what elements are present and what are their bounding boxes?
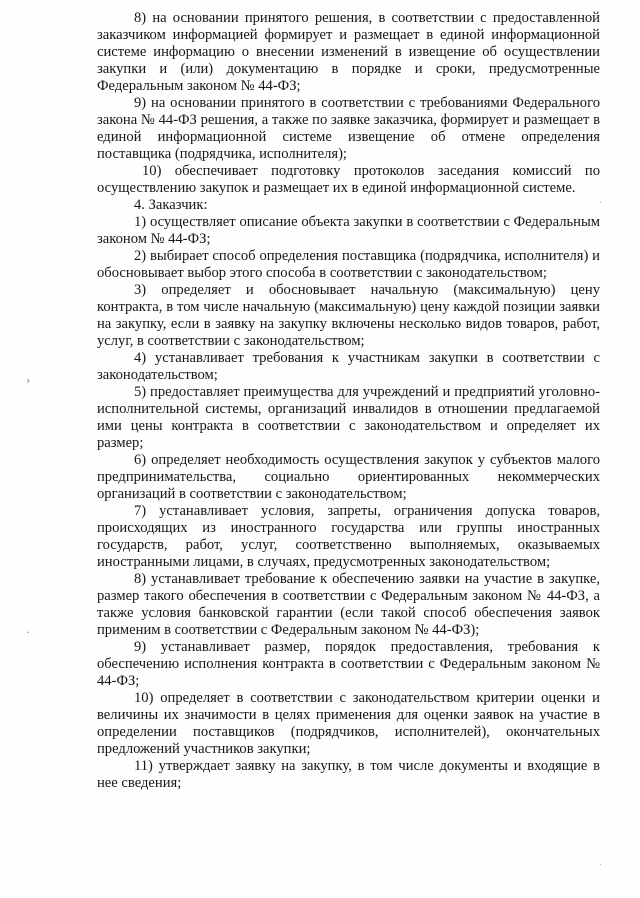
paragraph-item-9-cancel-notice: 9) на основании принятого в соответствии с требованиями Федерального закона № 44-ФЗ решения, а также по заявке заказчика, формирует и размещает в единой информационной системе извещение об отмене определения поставщика (подрядчика, исполнителя); [97, 95, 600, 162]
paragraph-customer-item-1: 1) осуществляет описание объекта закупки в соответствии с Федеральным законом № 44-ФЗ; [97, 214, 600, 247]
paragraph-customer-item-4: 4) устанавливает требования к участникам закупки в соответствии с законодательством; [97, 350, 600, 383]
paragraph-customer-item-3: 3) определяет и обосновывает начальную (максимальную) цену контракта, в том числе начальную (максимальную) цену каждой позиции заявки на закупку, если в заявку на закупку включены несколько видов товаров, работ, услуг, в соответствии с законодательством; [97, 282, 600, 349]
paragraph-customer-item-9: 9) устанавливает размер, порядок предоставления, требования к обеспечению исполнения контракта в соответствии с Федеральным законом № 44-ФЗ; [97, 639, 600, 689]
paragraph-customer-item-6: 6) определяет необходимость осуществления закупок у субъектов малого предпринимательства, социально ориентированных некоммерческих организаций в соответствии с законодательством; [97, 452, 600, 502]
margin-scan-mark: › [26, 374, 31, 387]
paragraph-customer-item-5: 5) предоставляет преимущества для учреждений и предприятий уголовно-исполнительной системы, организаций инвалидов в отношении предлагаемой ими цены контракта в соответствии с законодательством и определяет их размер; [97, 384, 600, 451]
paragraph-customer-item-8: 8) устанавливает требование к обеспечению заявки на участие в закупке, размер такого обеспечения в соответствии с Федеральным законом № 44-ФЗ, а также условия банковской гарантии (если такой способ обеспечения заявок применим в соответствии с Федеральным законом № 44-ФЗ); [97, 571, 600, 638]
margin-scan-mark: · [26, 626, 30, 639]
edge-scan-mark: · [598, 860, 602, 871]
paragraph-customer-item-7: 7) устанавливает условия, запреты, ограничения допуска товаров, происходящих из иностранного государства или группы иностранных государств, работ, услуг, соответственно выполняемых, оказываемых иностранными лицами, в случаях, предусмотренных законодательством; [97, 503, 600, 570]
paragraph-customer-item-2: 2) выбирает способ определения поставщика (подрядчика, исполнителя) и обосновывает выбор этого способа в соответствии с законодательством; [97, 248, 600, 281]
paragraph-customer-item-10: 10) определяет в соответствии с законодательством критерии оценки и величины их значимости в целях применения для оценки заявок на участие в определении поставщиков (подрядчиков, исполнителей), окончательных предложений участников закупки; [97, 690, 600, 757]
edge-scan-mark: · [598, 198, 602, 209]
paragraph-item-10-protocols: 10) обеспечивает подготовку протоколов заседания комиссий по осуществлению закупок и размещает их в единой информационной системе. [97, 163, 600, 196]
section-heading-customer: 4. Заказчик: [134, 197, 208, 213]
paragraph-item-8-publish-changes: 8) на основании принятого решения, в соответствии с предоставленной заказчиком информацией формирует и размещает в единой информационной системе информацию о внесении изменений в извещение об осуществлении закупки и (или) документацию в порядке и сроки, предусмотренные Федеральным законом № 44-ФЗ; [97, 10, 600, 94]
paragraph-customer-item-11: 11) утверждает заявку на закупку, в том числе документы и входящие в нее сведения; [97, 758, 600, 791]
